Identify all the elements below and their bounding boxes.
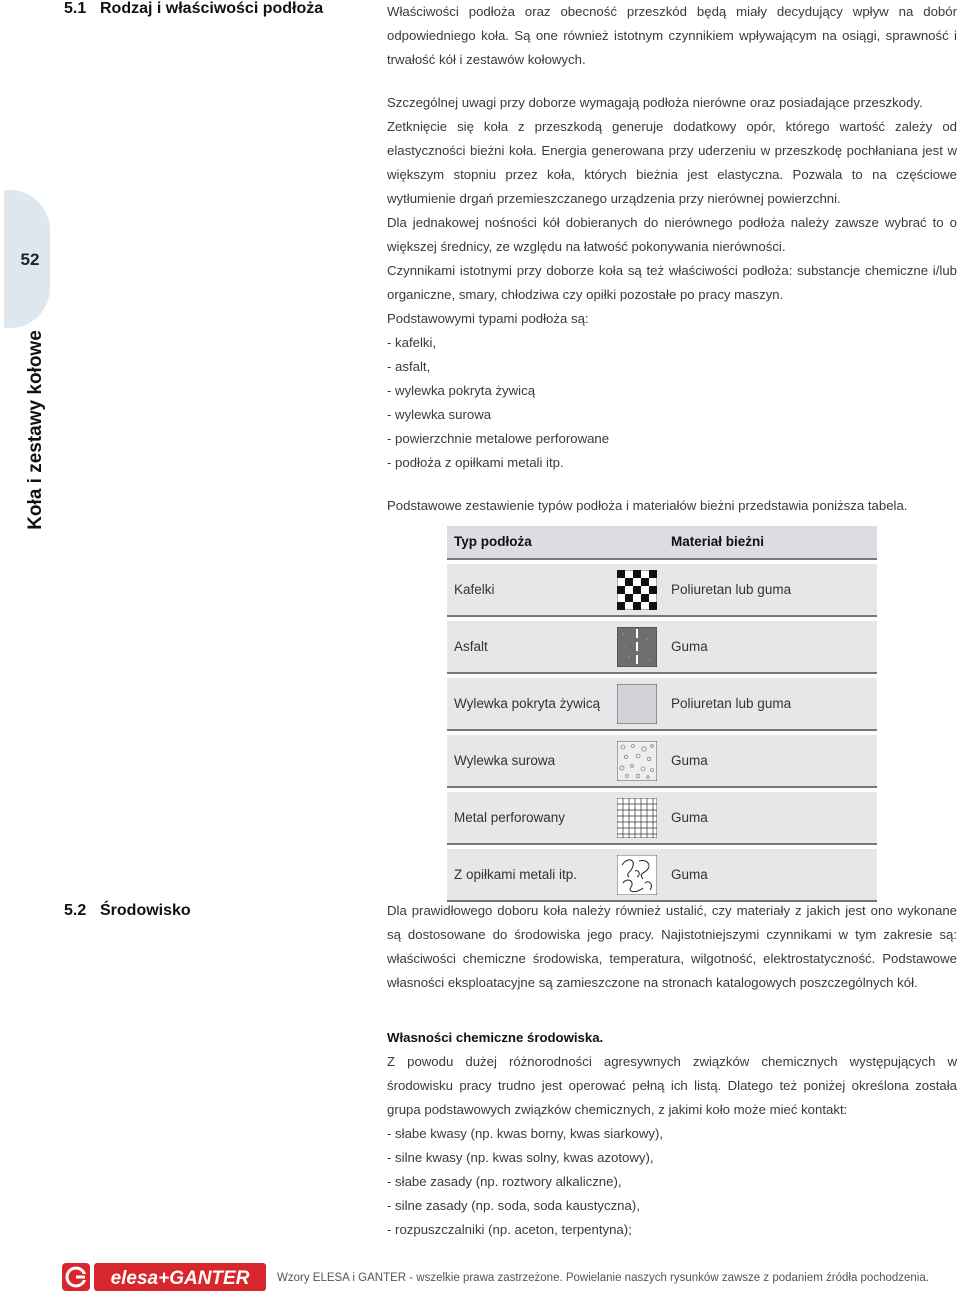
section-5-1-body bbox=[387, 91, 957, 475]
table-row bbox=[447, 621, 877, 674]
surface-cell: Asfalt bbox=[454, 639, 488, 654]
table-row bbox=[447, 792, 877, 845]
paragraph: Dla jednakowej nośności kół dobieranych do nierównego podłoża należy zawsze wybrać to o większej średnicy, ze względu na łatwość pokonywania nierówności. bbox=[387, 215, 957, 254]
list-item: - wylewka pokryta żywicą bbox=[387, 383, 536, 398]
list-item: - rozpuszczalniki (np. aceton, terpentyna); bbox=[387, 1222, 632, 1237]
surface-cell: Wylewka pokryta żywicą bbox=[454, 696, 601, 711]
chemical-heading: Własności chemiczne środowiska. bbox=[387, 1030, 604, 1045]
material-cell: Guma bbox=[671, 810, 708, 825]
metal-shavings-icon bbox=[617, 855, 657, 895]
checkerboard-icon bbox=[617, 570, 657, 610]
surface-cell: Metal perforowany bbox=[454, 810, 566, 825]
chemical-intro: Z powodu dużej różnorodności agresywnych związków chemicznych występujących w środowisku pracy trudno jest operować pełną ich listą. Dlatego też poniżej określona została grupa podstawowych związków chemicznych, z jakimi koło może mieć kontakt: bbox=[387, 1054, 957, 1117]
list-item: - słabe kwasy (np. kwas borny, kwas siarkowy), bbox=[387, 1126, 664, 1141]
table-row bbox=[447, 564, 877, 617]
surface-cell: Kafelki bbox=[454, 582, 495, 597]
intro-paragraph: Właściwości podłoża oraz obecność przeszkód będą miały decydujący wpływ na dobór odpowiedniego koła. Są one również istotnym czynnikiem wpływającym na osiągi, sprawność i trwałość kół i zestawów kołowych. bbox=[387, 4, 957, 67]
section-number: 5.2 bbox=[64, 902, 87, 919]
list-item: - silne zasady (np. soda, soda kaustyczna), bbox=[387, 1198, 640, 1213]
section-title: Rodzaj i właściwości podłoża bbox=[100, 0, 324, 17]
environment-paragraph: Dla prawidłowego doboru koła należy również ustalić, czy materiały z jakich jest ono wykonane są dostosowane do środowiska jego pracy. Najistotniejszymi czynnikami w tym zakresie są: właściwości chemiczne środowiska, temperatura, wilgotność, elektrostatyczność. Podstawowe własności eksploatacyjne są zamieszczone na stronach katalogowych poszczególnych kół. bbox=[387, 903, 957, 990]
surface-cell: Z opiłkami metali itp. bbox=[454, 867, 578, 882]
logo-text: elesa+GANTER bbox=[110, 1268, 250, 1289]
list-item: - asfalt, bbox=[387, 359, 431, 374]
paragraph: Szczególnej uwagi przy doborze wymagają podłoża nierówne oraz posiadające przeszkody. bbox=[387, 95, 923, 110]
section-5-2-heading bbox=[64, 902, 191, 920]
resin-floor-icon bbox=[617, 684, 657, 724]
section-5-1-heading bbox=[64, 0, 323, 18]
list-item: - silne kwasy (np. kwas solny, kwas azotowy), bbox=[387, 1150, 654, 1165]
page-number: 52 bbox=[20, 250, 40, 269]
raw-concrete-icon bbox=[617, 741, 657, 781]
table-intro: Podstawowe zestawienie typów podłoża i materiałów bieżni przedstawia poniższa tabela. bbox=[387, 498, 908, 513]
list-item: - powierzchnie metalowe perforowane bbox=[387, 431, 610, 446]
chapter-label: Koła i zestawy kołowe bbox=[25, 330, 46, 530]
surface-table bbox=[447, 526, 877, 902]
table-header bbox=[447, 526, 877, 560]
surface-cell: Wylewka surowa bbox=[454, 753, 556, 768]
header-tread-material: Materiał bieżni bbox=[671, 534, 765, 549]
table-row bbox=[447, 849, 877, 902]
table-row bbox=[447, 735, 877, 788]
header-surface-type: Typ podłoża bbox=[454, 534, 532, 549]
table-row bbox=[447, 678, 877, 731]
footer-copyright: Wzory ELESA i GANTER - wszelkie prawa zastrzeżone. Powielanie naszych rysunków zawsze z podaniem źródła pochodzenia. bbox=[277, 1272, 929, 1284]
material-cell: Guma bbox=[671, 867, 708, 882]
list-item: - wylewka surowa bbox=[387, 407, 492, 422]
paragraph: Czynnikami istotnymi przy doborze koła są też właściwości podłoża: substancje chemiczne i/lub organiczne, smary, chłodziwa czy opiłki pozostałe po pracy maszyn. bbox=[387, 263, 957, 302]
perforated-metal-icon bbox=[617, 798, 657, 838]
chemical-section bbox=[387, 1026, 957, 1242]
section-title: Środowisko bbox=[100, 902, 191, 919]
section-number: 5.1 bbox=[64, 0, 87, 17]
material-cell: Poliuretan lub guma bbox=[671, 696, 792, 711]
material-cell: Poliuretan lub guma bbox=[671, 582, 792, 597]
elesa-ganter-logo bbox=[62, 1262, 267, 1292]
material-cell: Guma bbox=[671, 753, 708, 768]
list-item: - słabe zasady (np. roztwory alkaliczne), bbox=[387, 1174, 622, 1189]
paragraph: Zetknięcie się koła z przeszkodą generuje dodatkowy opór, którego wartość zależy od elastyczności bieżni koła. Energia generowana przy uderzeniu w przeszkodę pochłaniana jest w większym stopniu przez koła, których bieżnia jest elastyczna. Pozwala to na częściowe wytłumienie drgań przemieszczanego urządzenia przy nierównej powierzchni. bbox=[387, 119, 957, 206]
material-cell: Guma bbox=[671, 639, 708, 654]
asphalt-icon bbox=[617, 627, 657, 667]
list-item: - podłoża z opiłkami metali itp. bbox=[387, 455, 564, 470]
list-item: - kafelki, bbox=[387, 335, 437, 350]
types-intro: Podstawowymi typami podłoża są: bbox=[387, 311, 589, 326]
